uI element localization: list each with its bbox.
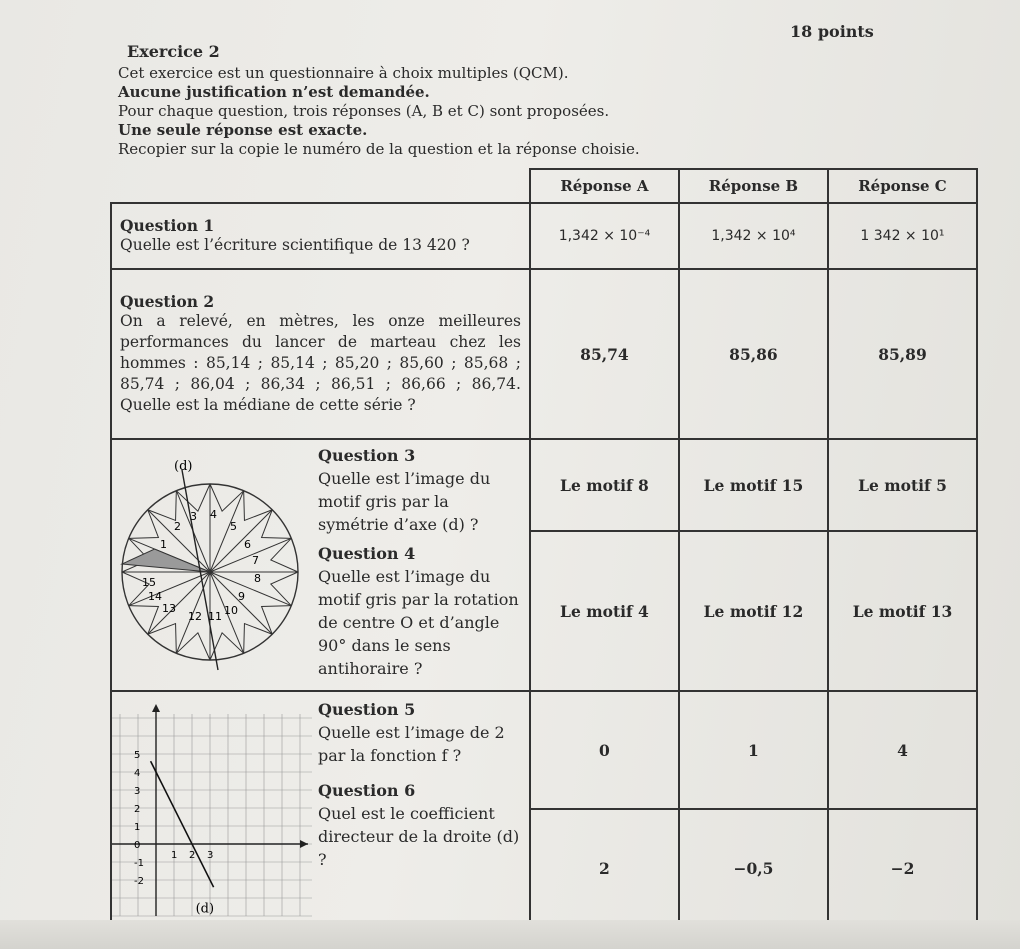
- answer-b: Le motif 12: [679, 531, 828, 691]
- question-text: Quelle est l’écriture scientifique de 13 420 ?: [120, 236, 470, 254]
- answer-b: 1: [679, 691, 828, 809]
- motif-number: 14: [148, 590, 162, 603]
- answer-a: 0: [530, 691, 679, 809]
- page-edge: [0, 920, 1020, 949]
- y-axis-arrow: [152, 704, 160, 712]
- y-tick-label: 0: [134, 840, 141, 851]
- motif-number: 5: [230, 520, 237, 533]
- answer-a: 1,342 × 10⁻⁴: [530, 203, 679, 269]
- rosace-ray: [210, 510, 272, 572]
- rosace-ray: [210, 572, 272, 634]
- y-tick-label: 1: [134, 822, 141, 833]
- line-d: [151, 761, 214, 887]
- question-cell-1: [111, 203, 530, 269]
- answer-b: Le motif 15: [679, 439, 828, 531]
- axis-label: (d): [174, 459, 193, 474]
- motif-number: 8: [254, 572, 261, 585]
- header-answer-c: Réponse C: [828, 169, 977, 203]
- question-row-2: [111, 269, 977, 439]
- motif-number: 2: [174, 520, 181, 533]
- answer-b: 85,86: [679, 269, 828, 439]
- question-text: Quelle est l’image du motif gris par la symétrie d’axe (d) ?: [318, 469, 491, 534]
- y-tick-label: 3: [134, 786, 141, 797]
- motif-number: 15: [142, 576, 156, 589]
- answer-a: Le motif 8: [530, 439, 679, 531]
- rosace-ray: [148, 572, 210, 634]
- question-label: Question 1: [120, 216, 215, 235]
- instruction-line-5: Recopier sur la copie le numéro de la question et la réponse choisie.: [118, 140, 640, 158]
- rosace-figure: [112, 440, 312, 690]
- x-tick-label: 1: [171, 850, 178, 861]
- motif-number: 4: [210, 508, 217, 521]
- answer-c: Le motif 13: [828, 531, 977, 691]
- x-tick-label: 3: [207, 850, 214, 861]
- question-text: Quel est le coefficient directeur de la droite (d) ?: [318, 804, 520, 869]
- y-tick-label: -2: [134, 876, 144, 887]
- question-cell-2: [111, 269, 530, 439]
- header-answer-a: Réponse A: [530, 169, 679, 203]
- answer-c: 1 342 × 10¹: [828, 203, 977, 269]
- motif-number: 13: [162, 602, 176, 615]
- instruction-line-1: Cet exercice est un questionnaire à choix multiples (QCM).: [118, 64, 569, 82]
- y-tick-label: 2: [134, 804, 141, 815]
- instruction-line-3: Pour chaque question, trois réponses (A, B et C) sont proposées.: [118, 102, 610, 120]
- x-axis-arrow: [300, 840, 308, 848]
- empty-corner: [111, 169, 530, 203]
- answer-a: 2: [530, 809, 679, 927]
- answer-c: −2: [828, 809, 977, 927]
- question-label: Question 2: [120, 292, 215, 311]
- motif-number: 9: [238, 590, 245, 603]
- answer-c: 85,89: [828, 269, 977, 439]
- answer-b: 1,342 × 10⁴: [679, 203, 828, 269]
- instructions: [118, 64, 640, 159]
- answer-a: Le motif 4: [530, 531, 679, 691]
- motif-number: 7: [252, 554, 259, 567]
- instruction-line-4: Une seule réponse est exacte.: [118, 121, 368, 139]
- points-label: 18 points: [790, 22, 874, 41]
- question-row-5: [111, 691, 977, 809]
- y-tick-label: 4: [134, 768, 141, 779]
- instruction-line-2: Aucune justification n’est demandée.: [118, 83, 430, 101]
- header-row: [111, 169, 977, 203]
- question-row-3: [111, 439, 977, 531]
- question-cell-3-4: [111, 439, 530, 691]
- motif-number: 1: [160, 538, 167, 551]
- question-cell-5-6: [111, 691, 530, 927]
- question-text: On a relevé, en mètres, les onze meilleures performances du lancer de marteau chez les hommes : 85,14 ; 85,14 ; 85,20 ; 85,60 ; 85,68 ; 85,74 ; 86,04 ; 86,34 ; 86,51 ; 86,66 ; 86,74. Quelle est la médiane de cette série ?: [120, 312, 521, 414]
- exercise-title: Exercice 2: [127, 42, 220, 61]
- answer-a: 85,74: [530, 269, 679, 439]
- question-label: Question 4: [318, 544, 416, 563]
- x-tick-label: 2: [189, 850, 196, 861]
- motif-number: 3: [190, 510, 197, 523]
- motif-number: 11: [208, 610, 222, 623]
- answer-c: Le motif 5: [828, 439, 977, 531]
- qcm-table: [110, 168, 978, 928]
- answer-b: −0,5: [679, 809, 828, 927]
- motif-number: 12: [188, 610, 202, 623]
- question-row-1: [111, 203, 977, 269]
- function-graph: [112, 694, 312, 924]
- motif-number: 6: [244, 538, 251, 551]
- question-text: Quelle est l’image du motif gris par la rotation de centre O et d’angle 90° dans le sens antihoraire ?: [318, 567, 519, 678]
- motif-number: 10: [224, 604, 238, 617]
- answer-c: 4: [828, 691, 977, 809]
- question-label: Question 6: [318, 781, 416, 800]
- question-label: Question 3: [318, 446, 416, 465]
- header-answer-b: Réponse B: [679, 169, 828, 203]
- question-text: Quelle est l’image de 2 par la fonction f ?: [318, 723, 505, 765]
- question-label: Question 5: [318, 700, 416, 719]
- line-label: (d): [195, 901, 215, 917]
- y-tick-label: 5: [134, 750, 141, 761]
- y-tick-label: -1: [134, 858, 144, 869]
